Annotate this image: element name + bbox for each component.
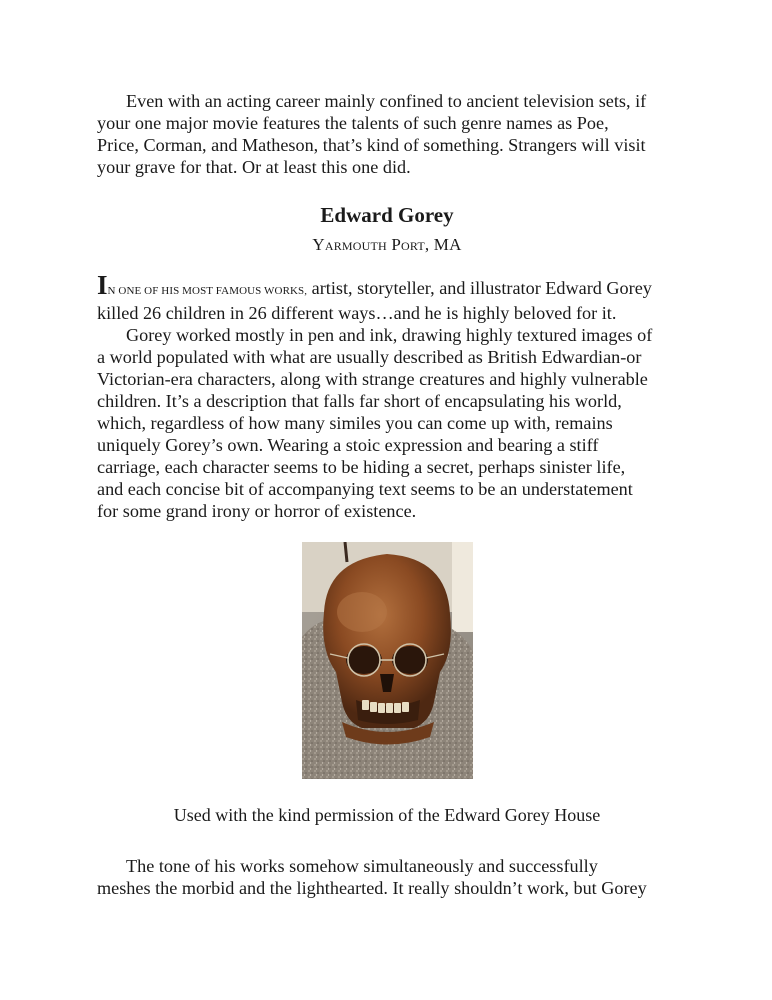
drop-cap: I [97, 270, 108, 300]
section-subtitle: Yarmouth Port, MA [312, 235, 462, 254]
body-paragraph [97, 324, 677, 522]
skull-photo [302, 542, 473, 779]
lead-paragraph [97, 270, 677, 324]
text-line: your one major movie features the talents of such genre names as Poe, [97, 113, 609, 133]
text-line: children. It’s a description that falls far short of encapsulating his world, [97, 391, 622, 411]
lead-line [97, 270, 677, 302]
text-line: meshes the morbid and the lighthearted. It really shouldn’t work, but Gorey [97, 878, 647, 898]
text-line: The tone of his works somehow simultaneously and successfully [126, 856, 598, 876]
text-line: a world populated with what are usually described as British Edwardian-or [97, 347, 642, 367]
text-line: Victorian-era characters, along with strange creatures and highly vulnerable [97, 369, 648, 389]
text-line: and each concise bit of accompanying text seems to be an understatement [97, 479, 633, 499]
text-line: carriage, each character seems to be hiding a secret, perhaps sinister life, [97, 457, 626, 477]
figure-caption: Used with the kind permission of the Edward Gorey House [173, 805, 601, 825]
closing-paragraph [97, 855, 677, 899]
lead-line-rest: artist, storyteller, and illustrator Edward Gorey [307, 278, 652, 298]
text-line: Price, Corman, and Matheson, that’s kind of something. Strangers will visit [97, 135, 646, 155]
skull-photo-illustration [302, 542, 473, 779]
section-title: Edward Gorey [320, 203, 454, 227]
text-line: your grave for that. Or at least this one did. [97, 157, 411, 177]
text-line: uniquely Gorey’s own. Wearing a stoic expression and bearing a stiff [97, 435, 599, 455]
intro-paragraph [97, 90, 677, 178]
text-line: for some grand irony or horror of existence. [97, 501, 417, 521]
text-line: which, regardless of how many similes you can come up with, remains [97, 413, 613, 433]
lead-in-smallcaps: N ONE OF HIS MOST FAMOUS WORKS, [107, 285, 308, 297]
text-line: Gorey worked mostly in pen and ink, drawing highly textured images of [126, 325, 653, 345]
text-line: killed 26 children in 26 different ways…and he is highly beloved for it. [97, 303, 617, 323]
document-page [97, 90, 677, 899]
text-line: Even with an acting career mainly confined to ancient television sets, if [126, 91, 647, 111]
